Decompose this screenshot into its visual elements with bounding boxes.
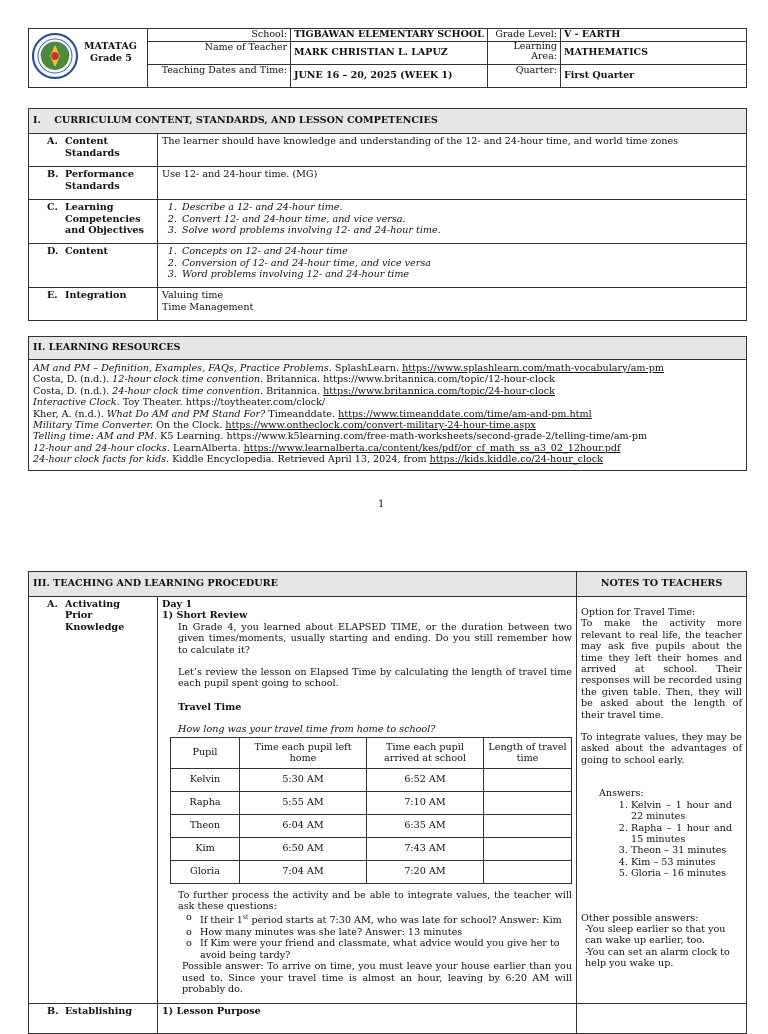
row-label-establishing: B. Establishing xyxy=(29,1004,158,1034)
reference-item: Costa, D. (n.d.). 24-hour clock time convention. Britannica. https://www.britannica.com/topic/24-hour-clock xyxy=(33,385,555,397)
header-table xyxy=(28,28,747,88)
notes-title: NOTES TO TEACHERS xyxy=(577,572,747,597)
procedure-table xyxy=(28,571,747,1034)
travel-title: Travel Time xyxy=(178,701,242,713)
reference-link[interactable]: https://kids.kiddle.co/24-hour_clock xyxy=(429,454,603,466)
pupil-cell: Theon xyxy=(171,814,240,837)
row-label-content: D. Content xyxy=(29,244,158,288)
question-item: o If Kim were your friend and classmate, what advice would you give her to avoid being tardy? xyxy=(200,938,572,961)
left-cell: 5:55 AM xyxy=(240,791,367,814)
other-answer: -You can set an alarm clock to help you wake up. xyxy=(585,946,730,970)
content-list xyxy=(158,244,747,288)
notes-option-paragraph: To make the activity more relevant to real life, the teacher may ask five pupils about the time they left their homes and arrived at school. Their responses will be recorded using the given table. Then, they will be asked about the length of their travel time. xyxy=(581,618,742,721)
row-label-content-standards: A. Content Standards xyxy=(29,134,158,167)
answer-item: 3. Theon – 31 minutes xyxy=(631,845,732,856)
process-paragraph: To further process the activity and be able to integrate values, the teacher will ask these questions: xyxy=(178,889,572,913)
left-cell: 6:04 AM xyxy=(240,814,367,837)
dates-value: JUNE 16 – 20, 2025 (WEEK 1) xyxy=(291,65,488,88)
reference-link[interactable]: https://www.britannica.com/topic/24-hour-clock xyxy=(323,385,555,397)
reference-item: Interactive Clock. Toy Theater. https://toytheater.com/clock/ xyxy=(33,397,326,409)
reference-item: AM and PM – Definition, Examples, FAQs, Practice Problems. SplashLearn. https://www.splashlearn.com/math-vocabulary/am-pm xyxy=(33,363,665,374)
reference-item: Military Time Converter. On the Clock. https://www.ontheclock.com/convert-military-24-hour-time.aspx xyxy=(33,420,536,432)
competencies-list xyxy=(158,200,747,244)
reference-item: 12-hour and 24-hour clocks. LearnAlberta. https://www.learnalberta.ca/content/kes/pdf/or_cf_math_ss_a3_02_12hour.pdf xyxy=(33,442,621,454)
quarter-value: First Quarter xyxy=(561,65,747,88)
school-value: TIGBAWAN ELEMENTARY SCHOOL xyxy=(291,29,488,42)
day-label: Day 1 xyxy=(162,599,193,610)
left-cell: 6:50 AM xyxy=(240,837,367,860)
page-number: 1 xyxy=(378,499,385,510)
question-item: o How many minutes was she late? Answer: 13 minutes xyxy=(200,927,572,938)
curriculum-table xyxy=(28,108,747,321)
deped-seal-icon xyxy=(29,29,81,83)
left-cell: 5:30 AM xyxy=(240,768,367,791)
references-list xyxy=(29,360,747,471)
notes-option-title: Option for Travel Time: xyxy=(581,607,696,618)
other-answer: -You sleep earlier so that you can wake up earlier, too. xyxy=(585,923,726,947)
table-header: Time each pupil left home xyxy=(240,737,367,768)
integration-line: Time Management xyxy=(162,301,254,313)
performance-standards-text: Use 12- and 24-hour time. (MG) xyxy=(158,167,747,200)
pupil-cell: Rapha xyxy=(171,791,240,814)
grade-name: Grade 5 xyxy=(90,53,132,64)
grade-level-label: Grade Level: xyxy=(488,29,561,42)
review-paragraph: Let’s review the lesson on Elapsed Time by calculating the length of travel time each pupil spent going to school. xyxy=(178,667,572,690)
row-label-performance-standards: B. Performance Standards xyxy=(29,167,158,200)
reference-link[interactable]: https://www.ontheclock.com/convert-military-24-hour-time.aspx xyxy=(225,420,536,432)
length-cell[interactable] xyxy=(484,860,572,883)
lesson-purpose-heading: 1) Lesson Purpose xyxy=(158,1004,577,1034)
quarter-label: Quarter: xyxy=(488,65,561,88)
pupil-cell: Kelvin xyxy=(171,768,240,791)
table-header: Length of travel time xyxy=(484,737,572,768)
length-cell[interactable] xyxy=(484,814,572,837)
row-label-competencies: C. Learning Competencies and Objectives xyxy=(29,200,158,244)
arrived-cell: 6:35 AM xyxy=(367,814,484,837)
answer-item: 4. Kim – 53 minutes xyxy=(631,857,732,868)
table-header: Time each pupil arrived at school xyxy=(367,737,484,768)
teacher-value: MARK CHRISTIAN L. LAPUZ xyxy=(291,42,488,65)
length-cell[interactable] xyxy=(484,791,572,814)
table-row xyxy=(171,768,572,791)
table-row xyxy=(171,791,572,814)
pupil-cell: Kim xyxy=(171,837,240,860)
objective-item: 2. Convert 12- and 24-hour time, and vice versa. xyxy=(180,214,742,226)
row-label-integration: E. Integration xyxy=(29,288,158,321)
travel-question: How long was your travel time from home to school? xyxy=(178,724,436,736)
content-item: 3. Word problems involving 12- and 24-hour time xyxy=(180,269,742,281)
reference-link[interactable]: https://www.splashlearn.com/math-vocabulary/am-pm xyxy=(402,363,665,374)
arrived-cell: 6:52 AM xyxy=(367,768,484,791)
section3-title: III. TEACHING AND LEARNING PROCEDURE xyxy=(29,572,577,597)
notes-other-label: Other possible answers: xyxy=(581,912,699,924)
content-item: 2. Conversion of 12- and 24-hour time, and vice versa xyxy=(180,258,742,270)
objective-item: 1. Describe a 12- and 24-hour time. xyxy=(180,202,742,214)
arrived-cell: 7:43 AM xyxy=(367,837,484,860)
reference-item: 24-hour clock facts for kids. Kiddle Encyclopedia. Retrieved April 13, 2024, from https://kids.kiddle.co/24-hour_clock xyxy=(33,454,603,466)
arrived-cell: 7:20 AM xyxy=(367,860,484,883)
content-item: 1. Concepts on 12- and 24-hour time xyxy=(180,246,742,258)
notes-answers-label: Answers: xyxy=(599,788,644,800)
question-item: o If their 1st period starts at 7:30 AM, who was late for school? Answer: Kim xyxy=(200,912,572,927)
table-row xyxy=(171,860,572,883)
table-row xyxy=(171,814,572,837)
table-row xyxy=(171,837,572,860)
answer-item: 1. Kelvin – 1 hour and 22 minutes xyxy=(631,800,732,823)
learning-area-value: MATHEMATICS xyxy=(561,42,747,65)
school-seal xyxy=(29,29,82,88)
integration-line: Valuing time xyxy=(162,290,224,301)
reference-link[interactable]: https://www.timeanddate.com/time/am-and-pm.html xyxy=(338,408,592,420)
length-cell[interactable] xyxy=(484,837,572,860)
activating-content xyxy=(158,597,577,1004)
program-name: MATATAG xyxy=(84,41,137,52)
reference-item: Telling time: AM and PM. K5 Learning. https://www.k5learning.com/free-math-worksheets/second-grade-2/telling-time/am-pm xyxy=(33,431,648,443)
short-review-heading: 1) Short Review xyxy=(162,610,248,622)
length-cell[interactable] xyxy=(484,768,572,791)
section2-title: II. LEARNING RESOURCES xyxy=(29,337,747,360)
notes-integrate-paragraph: To integrate values, they may be asked about the advantages of going to school early. xyxy=(581,732,742,766)
program-grade xyxy=(81,29,148,88)
row-label-activating: A. Activating Prior Knowledge xyxy=(29,597,158,1004)
table-header: Pupil xyxy=(171,737,240,768)
grade-level-value: V - EARTH xyxy=(561,29,747,42)
answer-item: 5. Gloria – 16 minutes xyxy=(631,868,732,879)
arrived-cell: 7:10 AM xyxy=(367,791,484,814)
reference-item: Kher, A. (n.d.). What Do AM and PM Stand For? Timeanddate. https://www.timeanddate.com/time/am-and-pm.html xyxy=(33,408,592,420)
teacher-label: Name of Teacher xyxy=(148,42,291,65)
notes-column xyxy=(577,597,747,1004)
reference-link[interactable]: https://www.learnalberta.ca/content/kes/pdf/or_cf_math_ss_a3_02_12hour.pdf xyxy=(243,442,621,454)
content-standards-text: The learner should have knowledge and understanding of the 12- and 24-hour time, and world time zones xyxy=(158,134,747,167)
school-label: School: xyxy=(148,29,291,42)
dates-label: Teaching Dates and Time: xyxy=(148,65,291,88)
objective-item: 3. Solve word problems involving 12- and 24-hour time. xyxy=(180,225,742,237)
answer-item: 2. Rapha – 1 hour and 15 minutes xyxy=(631,823,732,846)
possible-answer: Possible answer: To arrive on time, you must leave your house earlier than you used to. Since your travel time is almost an hour, leaving by 6:20 AM will probably do. xyxy=(182,961,572,996)
integration-text xyxy=(158,288,747,321)
pupil-cell: Gloria xyxy=(171,860,240,883)
learning-area-label: Learning Area: xyxy=(488,42,561,65)
review-paragraph: In Grade 4, you learned about ELAPSED TIME, or the duration between two given times/moments, usually starting and ending. Do you still remember how to calculate it? xyxy=(178,621,572,656)
section1-title: I. CURRICULUM CONTENT, STANDARDS, AND LESSON COMPETENCIES xyxy=(29,109,747,134)
notes-column-b xyxy=(577,1004,747,1034)
travel-time-table xyxy=(170,737,572,884)
left-cell: 7:04 AM xyxy=(240,860,367,883)
resources-table xyxy=(28,336,747,471)
reference-item: Costa, D. (n.d.). 12-hour clock time convention. Britannica. https://www.britannica.com/topic/12-hour-clock xyxy=(33,374,555,386)
